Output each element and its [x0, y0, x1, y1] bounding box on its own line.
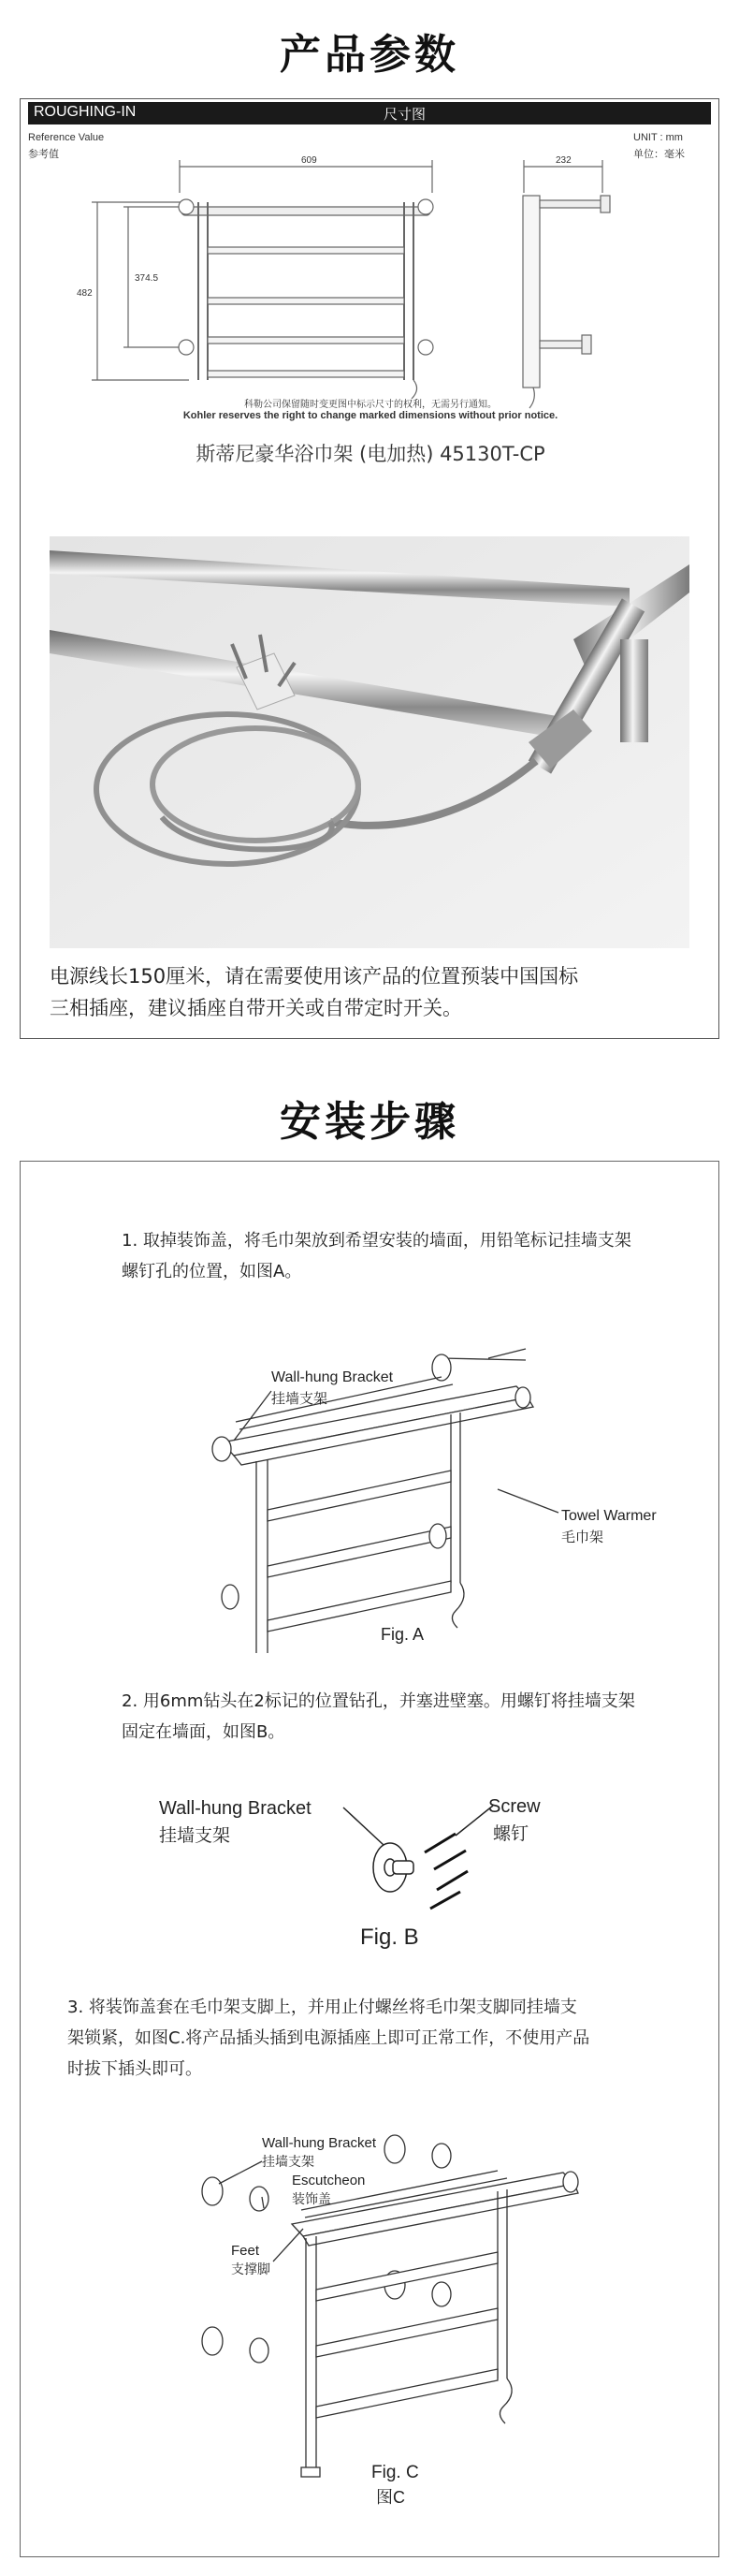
dim-mount-label: 374.5 [135, 273, 159, 284]
step3-line2: 架锁紧，如图C.将产品插头插到电源插座上即可正常工作，不使用产品 [67, 2028, 590, 2048]
fig-b-bracket-en: Wall-hung Bracket [159, 1798, 312, 1819]
dimension-drawing-label: 尺寸图 [384, 106, 427, 123]
roughing-in-label: ROUGHING-IN [34, 104, 137, 120]
disclaimer-en: Kohler reserves the right to change marked dimensions without prior notice. [182, 410, 558, 421]
fig-a-bracket-en: Wall-hung Bracket [271, 1369, 394, 1385]
dim-height-label: 482 [77, 288, 93, 299]
reference-value-en: Reference Value [28, 132, 105, 143]
step3-line1: 3. 将装饰盖套在毛巾架支脚上，并用止付螺丝将毛巾架支脚同挂墙支 [67, 1998, 577, 2017]
step3-line3: 时拔下插头即可。 [67, 2059, 202, 2079]
fig-c-escutcheon-cn: 装饰盖 [292, 2191, 331, 2206]
step1-line2: 螺钉孔的位置，如图A。 [122, 1262, 302, 1281]
power-note-line2: 三相插座，建议插座自带开关或自带定时开关。 [50, 997, 462, 1019]
fig-b-bracket-cn: 挂墙支架 [159, 1826, 231, 1846]
fig-c-escutcheon-en: Escutcheon [292, 2173, 366, 2188]
fig-c-caption-en: Fig. C [371, 2463, 419, 2482]
install-panel [20, 1161, 719, 2557]
unit-en: UNIT : mm [633, 132, 683, 143]
step2-line1: 2. 用6mm钻头在2标记的位置钻孔，并塞进壁塞。用螺钉将挂墙支架 [122, 1691, 635, 1711]
power-note-line1: 电源线长150厘米，请在需要使用该产品的位置预装中国国标 [50, 965, 579, 988]
fig-a-drawing [21, 1339, 720, 1658]
fig-a-warmer-cn: 毛巾架 [561, 1530, 604, 1545]
fig-c-caption-cn: 图C [376, 2488, 405, 2507]
step1-line1: 1. 取掉装饰盖，将毛巾架放到希望安装的墙面，用铅笔标记挂墙支架 [122, 1231, 631, 1251]
disclaimer-cn: 科勒公司保留随时变更图中标示尺寸的权利，无需另行通知。 [244, 400, 497, 410]
fig-c-feet-cn: 支撑脚 [231, 2261, 270, 2276]
fig-a-warmer-en: Towel Warmer [561, 1508, 657, 1524]
fig-a-caption: Fig. A [381, 1625, 425, 1644]
dim-depth-label: 232 [556, 155, 572, 166]
fig-b-screw-en: Screw [488, 1796, 541, 1817]
install-heading: 安装步骤 [280, 1098, 459, 1146]
fig-c-feet-en: Feet [231, 2243, 260, 2259]
params-heading: 产品参数 [280, 31, 459, 79]
dimension-drawing [21, 99, 720, 408]
fig-a-bracket-cn: 挂墙支架 [271, 1391, 328, 1407]
fig-b-caption: Fig. B [360, 1925, 419, 1950]
fig-c-bracket-en: Wall-hung Bracket [262, 2135, 376, 2151]
fig-c-bracket-cn: 挂墙支架 [262, 2154, 314, 2169]
fig-b-drawing [21, 1779, 720, 1920]
unit-cn: 单位：毫米 [633, 149, 685, 160]
step2-line2: 固定在墙面，如图B。 [122, 1722, 285, 1742]
params-panel [20, 98, 719, 1039]
fig-b-screw-cn: 螺钉 [493, 1824, 529, 1844]
reference-value-cn: 参考值 [28, 149, 59, 160]
fig-c-drawing [21, 2098, 720, 2491]
product-name: 斯蒂尼豪华浴巾架 (电加热) 45130T-CP [196, 443, 545, 465]
product-photo [50, 536, 689, 948]
dim-width-label: 609 [301, 155, 317, 166]
